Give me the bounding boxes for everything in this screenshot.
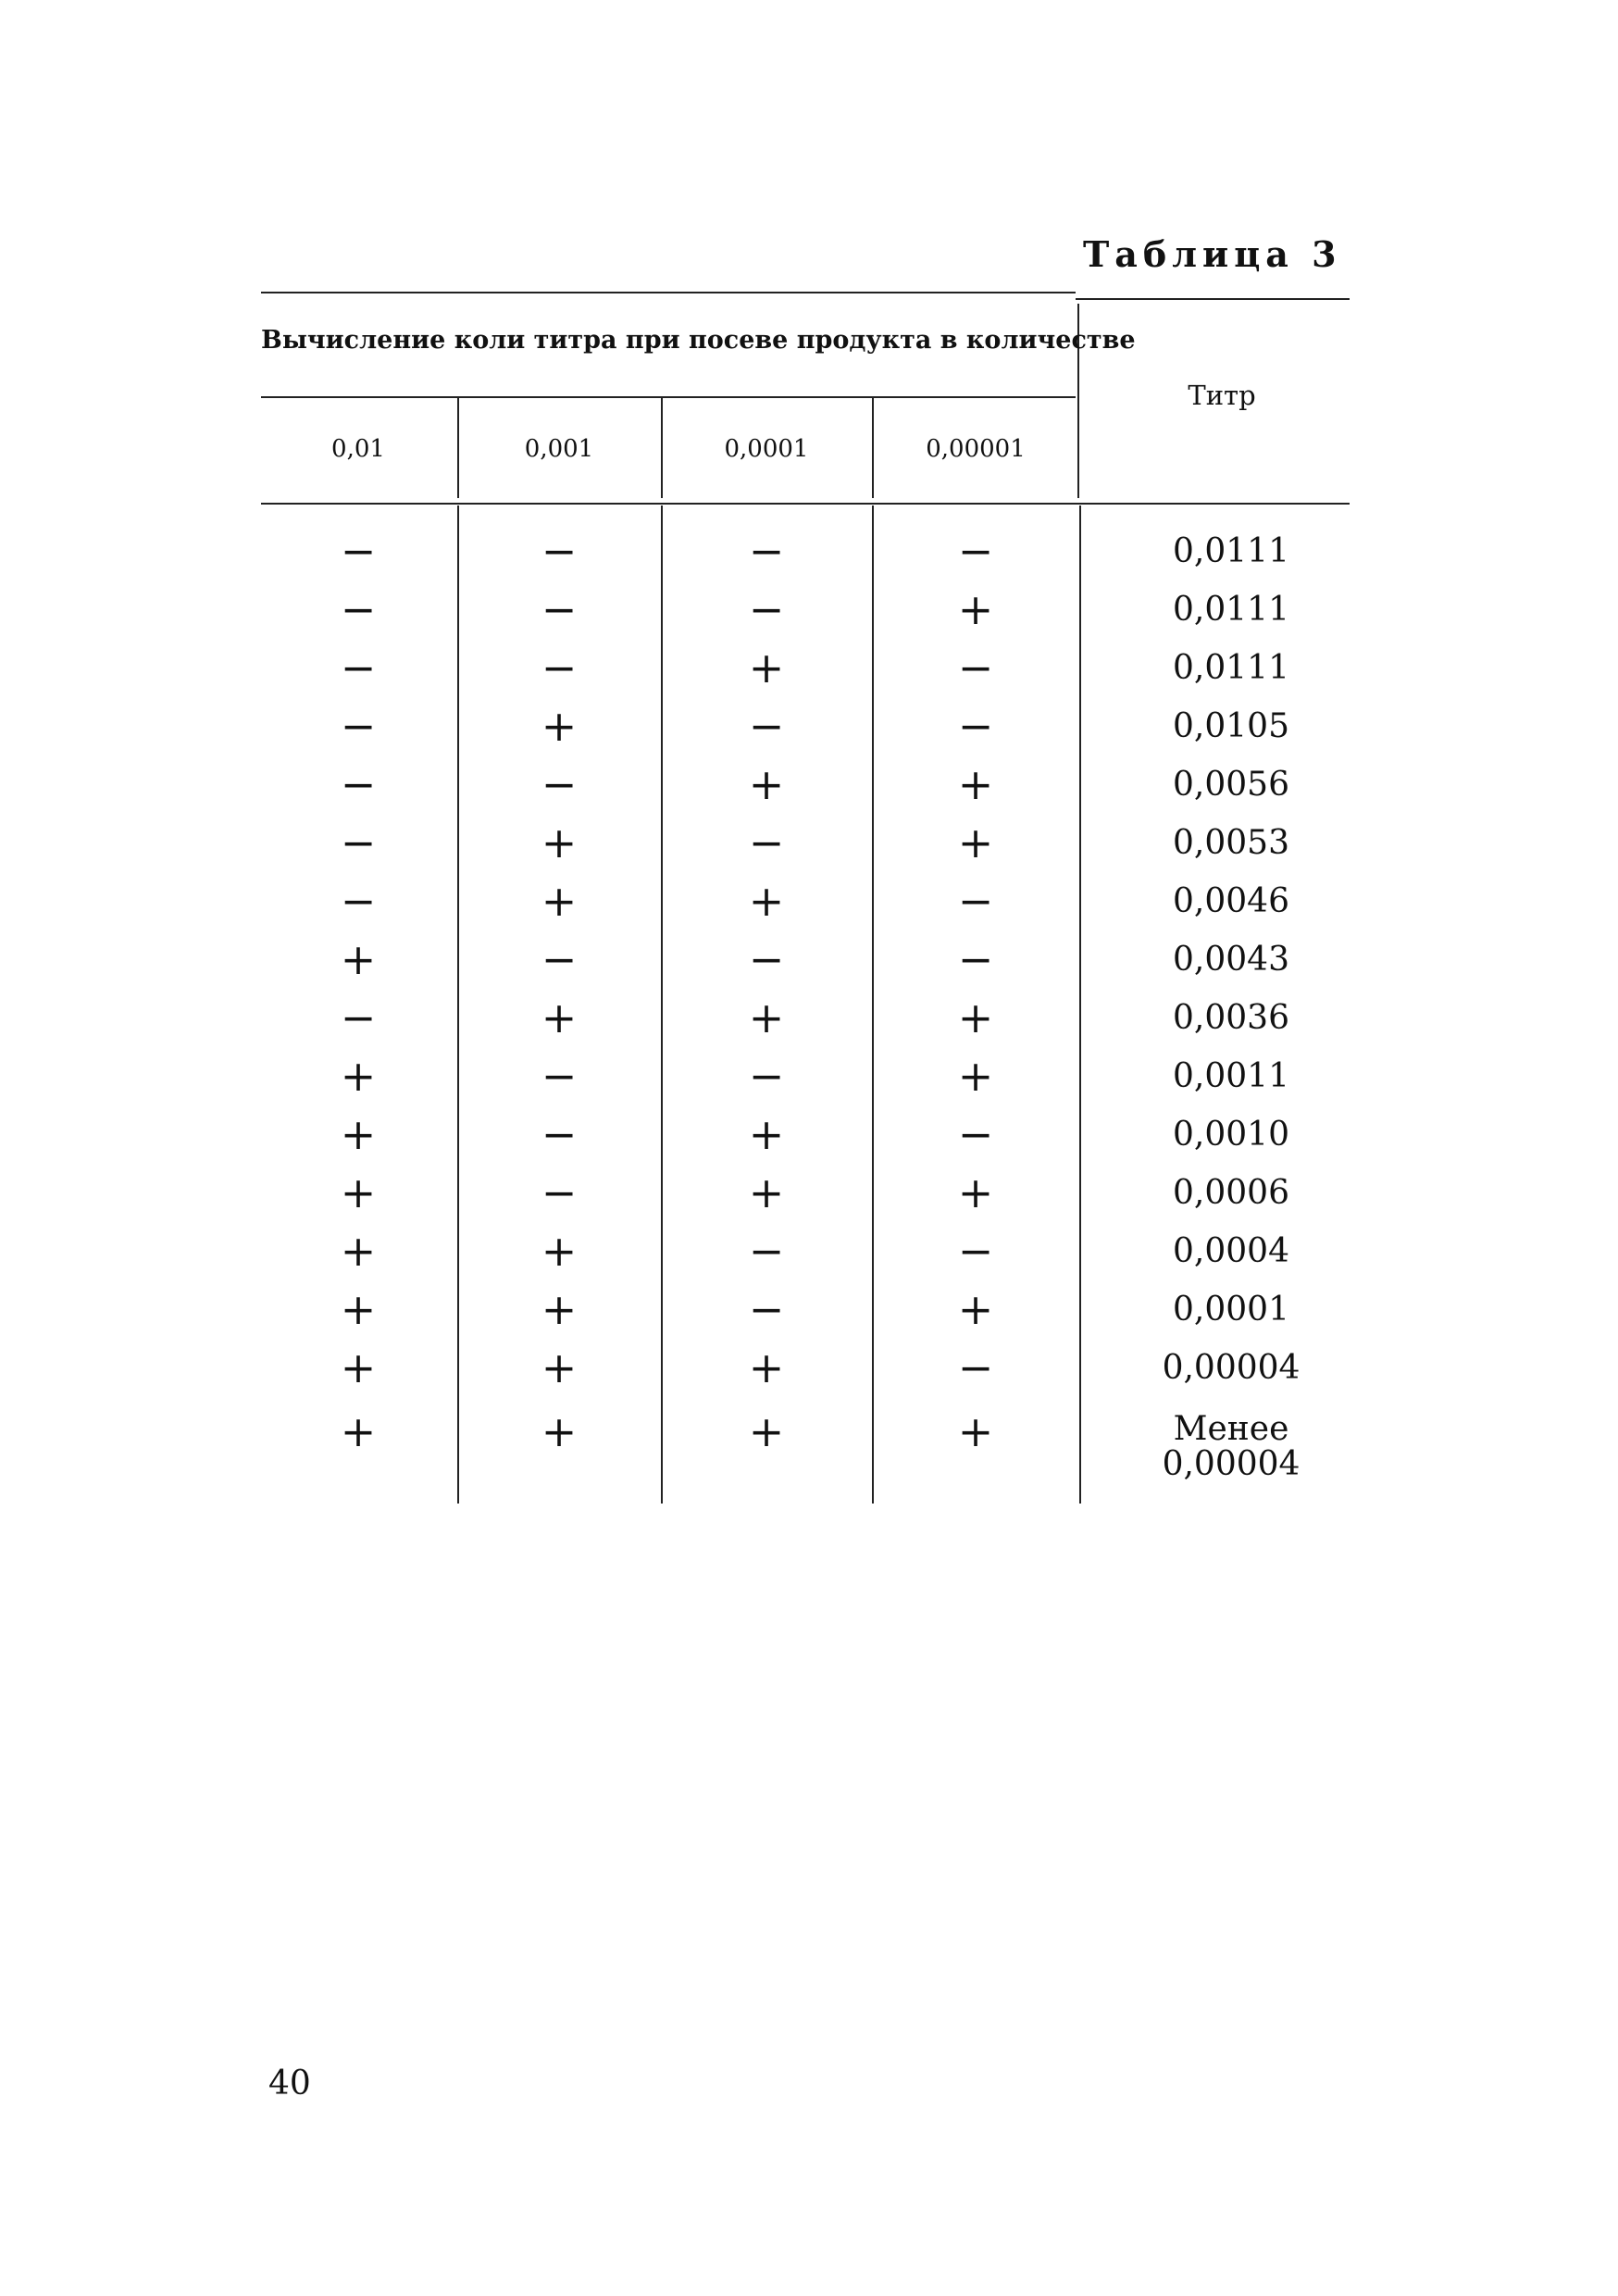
body-sep-titr — [1079, 505, 1081, 1504]
sign-cell: + — [957, 759, 994, 809]
sign-cell: + — [957, 992, 994, 1042]
sign-cell: − — [957, 1109, 994, 1159]
sign-cell: − — [957, 876, 994, 926]
rule-header-bottom — [261, 503, 1350, 505]
sign-cell: + — [541, 1284, 578, 1334]
sign-cell: + — [748, 876, 785, 926]
table-caption: Таблица 3 — [1083, 233, 1342, 275]
sign-cell: + — [340, 1109, 377, 1159]
titr-value: 0,0046 — [1173, 882, 1289, 920]
sign-cell: + — [541, 701, 578, 751]
sign-cell: + — [541, 1226, 578, 1276]
last-row-sign-3: + — [748, 1406, 785, 1456]
sign-cell: − — [748, 1284, 785, 1334]
sign-cell: − — [957, 701, 994, 751]
col-header-2: 0,001 — [524, 435, 594, 463]
titr-value: 0,0004 — [1173, 1232, 1289, 1270]
header-main: Вычисление коли титра при посеве продукта в количестве — [261, 326, 1136, 355]
sign-cell: − — [541, 1109, 578, 1159]
sign-cell: + — [340, 1342, 377, 1392]
sign-cell: − — [541, 934, 578, 984]
col-header-3: 0,0001 — [724, 435, 809, 463]
sign-cell: − — [541, 584, 578, 634]
sign-cell: − — [748, 934, 785, 984]
last-row-titr-line1: Менее — [1173, 1410, 1289, 1448]
sign-cell: + — [748, 643, 785, 693]
sign-cell: − — [541, 1167, 578, 1217]
sign-cell: − — [748, 1051, 785, 1101]
header-titr: Титр — [1188, 380, 1256, 411]
sign-cell: + — [957, 1167, 994, 1217]
sign-cell: − — [340, 992, 377, 1042]
sign-cell: + — [340, 1051, 377, 1101]
sign-cell: − — [957, 934, 994, 984]
titr-value: 0,0053 — [1173, 824, 1289, 862]
col-header-1: 0,01 — [331, 435, 385, 463]
last-row-sign-2: + — [541, 1406, 578, 1456]
sign-cell: + — [541, 1342, 578, 1392]
last-row-titr — [1148, 1412, 1314, 1482]
sign-cell: − — [957, 1226, 994, 1276]
last-row-titr-line2: 0,00004 — [1162, 1445, 1301, 1483]
sign-cell: + — [541, 992, 578, 1042]
sign-cell: − — [340, 643, 377, 693]
sign-cell: − — [340, 759, 377, 809]
last-row-sign-1: + — [340, 1406, 377, 1456]
sign-cell: − — [541, 759, 578, 809]
titr-value: 0,00004 — [1162, 1349, 1301, 1387]
sign-cell: − — [957, 526, 994, 576]
sign-cell: + — [541, 876, 578, 926]
sign-cell: − — [957, 1342, 994, 1392]
sign-cell: + — [340, 934, 377, 984]
sign-cell: + — [748, 992, 785, 1042]
rule-header-split — [261, 396, 1076, 398]
sign-cell: + — [748, 1109, 785, 1159]
sign-cell: − — [541, 643, 578, 693]
sign-cell: − — [748, 584, 785, 634]
sign-cell: + — [957, 817, 994, 867]
sign-cell: − — [541, 526, 578, 576]
sign-cell: + — [957, 1051, 994, 1101]
sign-cell: − — [340, 876, 377, 926]
col-header-4: 0,00001 — [926, 435, 1026, 463]
sign-cell: + — [748, 759, 785, 809]
sign-cell: − — [748, 701, 785, 751]
titr-value: 0,0011 — [1173, 1057, 1289, 1095]
rule-top-right — [1076, 298, 1350, 300]
page-number: 40 — [268, 2065, 311, 2103]
titr-value: 0,0001 — [1173, 1291, 1289, 1329]
sign-cell: + — [340, 1284, 377, 1334]
last-row-sign-4: + — [957, 1406, 994, 1456]
titr-value: 0,0105 — [1173, 707, 1289, 745]
sign-cell: − — [340, 817, 377, 867]
sign-cell: − — [541, 1051, 578, 1101]
sign-cell: + — [748, 1167, 785, 1217]
sign-cell: + — [748, 1342, 785, 1392]
sign-cell: − — [340, 701, 377, 751]
sign-cell: + — [541, 817, 578, 867]
titr-value: 0,0111 — [1173, 649, 1289, 687]
sign-cell: − — [340, 526, 377, 576]
sign-cell: + — [340, 1226, 377, 1276]
titr-value: 0,0006 — [1173, 1174, 1289, 1212]
titr-value: 0,0056 — [1173, 766, 1289, 804]
sign-cell: − — [748, 526, 785, 576]
rule-top-left — [261, 292, 1076, 293]
sign-cell: + — [957, 584, 994, 634]
sign-cell: − — [748, 817, 785, 867]
sign-cell: − — [340, 584, 377, 634]
sign-cell: + — [957, 1284, 994, 1334]
sign-cell: − — [957, 643, 994, 693]
titr-value: 0,0111 — [1173, 591, 1289, 629]
titr-value: 0,0111 — [1173, 532, 1289, 570]
titr-value: 0,0036 — [1173, 999, 1289, 1037]
sign-cell: − — [748, 1226, 785, 1276]
titr-value: 0,0043 — [1173, 941, 1289, 979]
sign-cell: + — [340, 1167, 377, 1217]
titr-value: 0,0010 — [1173, 1116, 1289, 1154]
